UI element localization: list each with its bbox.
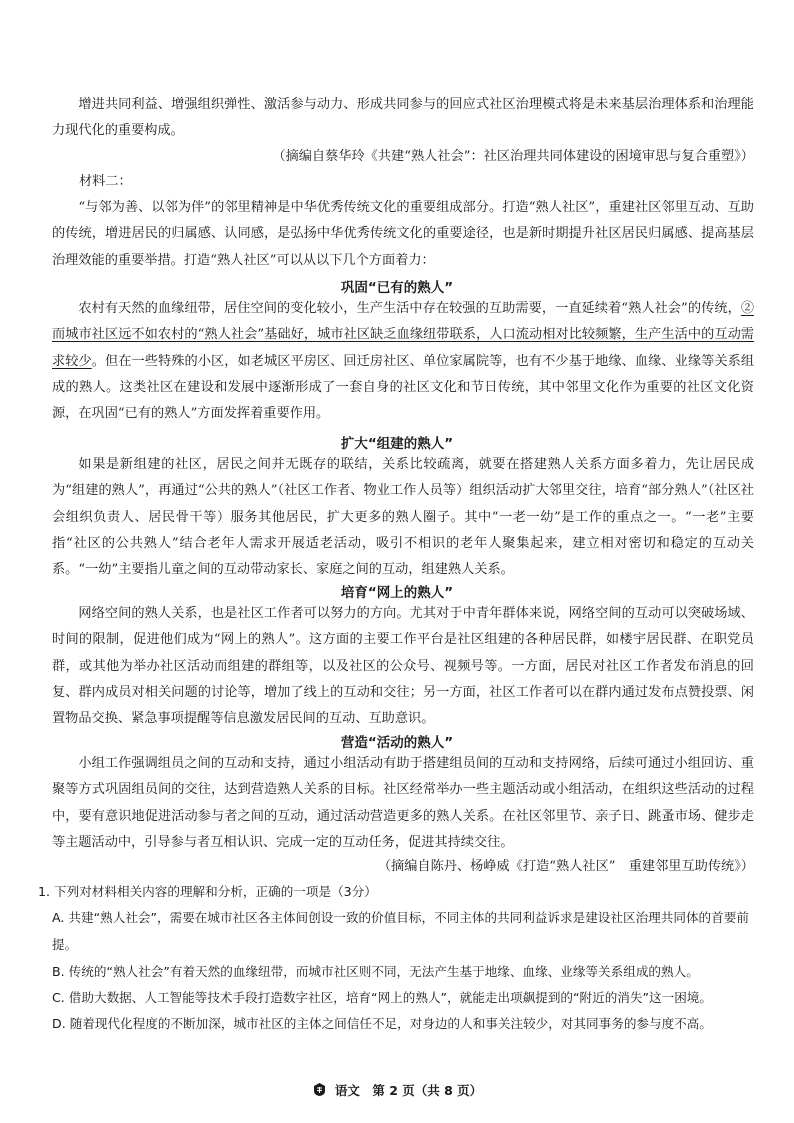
section-heading-online: 培育“网上的熟人” xyxy=(340,585,454,601)
paragraph-consolidate xyxy=(52,296,754,427)
source-citation-2: （摘编自陈丹、杨峥威《打造“熟人社区” 重建邻里互助传统》） xyxy=(377,859,754,874)
question-stem: 1. 下列对材料相关内容的理解和分析，正确的一项是（3分） xyxy=(38,884,377,899)
school-emblem-icon xyxy=(312,1082,327,1100)
option-c: C. 借助大数据、人工智能等技术手段打造数字社区，培育“网上的熟人”，就能走出项飙提到的“附近的消失”这一困境。 xyxy=(52,990,712,1005)
option-d: D. 随着现代化程度的不断加深，城市社区的主体之间信任不足，对身边的人和事关注较少，对其同事务的参与度不高。 xyxy=(52,1016,712,1031)
page-footer xyxy=(0,1081,794,1100)
paragraph-expand: 如果是新组建的社区，居民之间并无既存的联结，关系比较疏离，就要在搭建熟人关系方面多着力，先让居民成为“组建的熟人”，再通过“公共的熟人”（社区工作者、物业工作人员等）组织活动扩大邻里交往，培育“部分熟人”（社区社会组织负责人、居民骨干等）服务其他居民，扩大更多的熟人圈子。其中“一老一幼”是工作的重点之一。“一老”主要指“社区的公共熟人”结合老年人需求开展适老活动，吸引不相识的老年人聚集起来，建立相对密切和稳定的互动关系。“一幼”主要指儿童之间的互动带动家长、家庭之间的互动，组建熟人关系。 xyxy=(52,457,754,578)
footer-page-text: 语文 第 2 页（共 8 页） xyxy=(334,1083,483,1098)
paragraph-online: 网络空间的熟人关系，也是社区工作者可以努力的方向。尤其对于中青年群体来说，网络空间的互动可以突破场域、时间的限制，促进他们成为“网上的熟人”。这方面的主要工作平台是社区组建的各种居民群，如楼宇居民群、在职党员群，或其他为举办社区活动而组建的群组等，以及社区的公众号、视频号等。一方面，居民对社区工作者发布消息的回复、群内成员对相关问题的讨论等，增加了线上的互动和交往；另一方面，社区工作者可以在群内通过发布点赞投票、闲置物品交换、紧急事项提醒等信息激发居民间的互动、互助意识。 xyxy=(52,606,754,727)
paragraph-material-two-intro: “与邻为善、以邻为伴”的邻里精神是中华优秀传统文化的重要组成部分。打造“熟人社区”，重建社区邻里互动、互助的传统，增进居民的归属感、认同感，是弘扬中华优秀传统文化的重要途径，也是新时期提升社区居民归属感、提高基层治理效能的重要举措。打造“熟人社区”可以从以下几个方面着力： xyxy=(52,200,754,268)
underlined-sentence-2: ②而城市社区远不如农村的“熟人社会”基础好，城市社区缺乏血缘纽带联系，人口流动相对比较频繁，生产生活中的互动需求较少 xyxy=(52,301,754,369)
section-heading-activity: 营造“活动的熟人” xyxy=(340,735,454,751)
section-heading-expand: 扩大“组建的熟人” xyxy=(340,436,454,452)
section-heading-consolidate: 巩固“已有的熟人” xyxy=(340,280,454,296)
option-a: A. 共建“熟人社会”，需要在城市社区各主体间创设一致的价值目标，不同主体的共同利益诉求是建设社区治理共同体的首要前提。 xyxy=(52,910,749,952)
material-two-label: 材料二： xyxy=(79,174,132,189)
paragraph-consolidate-part-b: 。但在一些特殊的小区，如老城区平房区、回迁房社区、单位家属院等，也有不少基于地缘、血缘、业缘等关系组成的熟人。这类社区在建设和发展中逐渐形成了一套自身的社区文化和节日传统，其中邻里文化作为重要的社区文化资源，在巩固“已有的熟人”方面发挥着重要作用。 xyxy=(52,353,755,422)
paragraph-activity: 小组工作强调组员之间的互动和支持，通过小组活动有助于搭建组员间的互动和支持网络，后续可通过小组回访、重聚等方式巩固组员间的交往，达到营造熟人关系的目标。社区经常举办一些主题活动或小组活动，在组织这些活动的过程中，要有意识地促进活动参与者之间的互动，通过活动营造更多的熟人关系。在社区邻里节、亲子日、跳蚤市场、健步走等主题活动中，引导参与者互相认识、完成一定的互动任务，促进其持续交往。 xyxy=(52,756,754,850)
paragraph-consolidate-part-a: 农村有天然的血缘纽带，居住空间的变化较小，生产生活中存在较强的互助需要，一直延续着“熟人社会”的传统， xyxy=(78,301,741,316)
source-citation-1: （摘编自蔡华玲《共建“熟人社会”：社区治理共同体建设的困境审思与复合重塑》） xyxy=(272,149,754,164)
paragraph-intro-end: 增进共同利益、增强组织弹性、激活参与动力、形成共同参与的回应式社区治理模式将是未来基层治理体系和治理能力现代化的重要构成。 xyxy=(52,97,754,139)
option-b: B. 传统的“熟人社会”有着天然的血缘纽带，而城市社区则不同，无法产生基于地缘、血缘、业缘等关系组成的熟人。 xyxy=(52,964,699,979)
